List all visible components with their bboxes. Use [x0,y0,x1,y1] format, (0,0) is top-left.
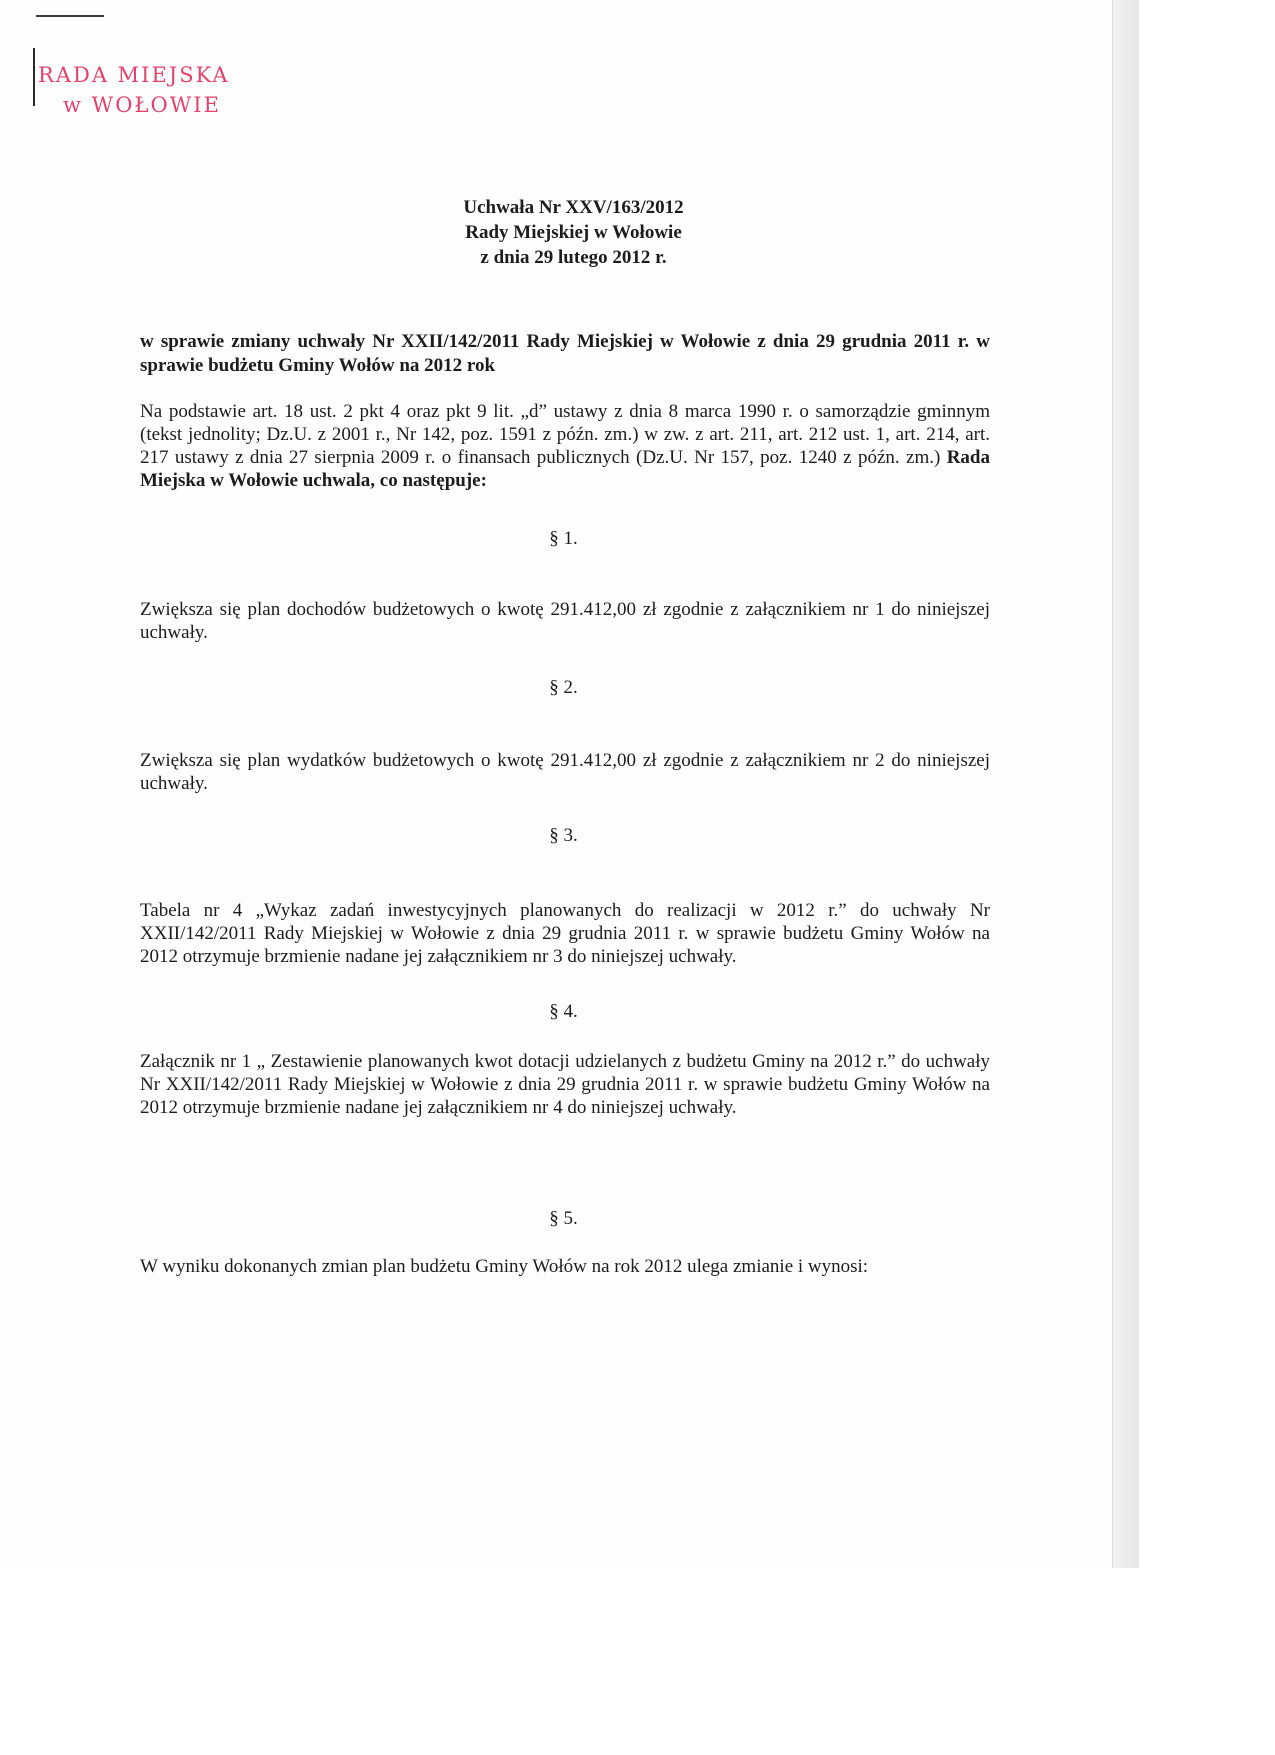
council-stamp [38,60,230,120]
section-mark-5: § 5. [549,1208,578,1229]
section-mark-3: § 3. [549,825,578,846]
section-text-2: Zwiększa się plan wydatków budżetowych o kwotę 291.412,00 zł zgodnie z załącznikiem nr 2 do niniejszej uchwały. [140,750,990,794]
resolution-subject: w sprawie zmiany uchwały Nr XXII/142/2011 Rady Miejskiej w Wołowie z dnia 29 grudnia 2011 r. w sprawie budżetu Gminy Wołów na 2012 rok [140,331,990,376]
section-mark-4: § 4. [549,1001,578,1022]
section-mark-2: § 2. [549,677,578,698]
resolution-date: z dnia 29 lutego 2012 r. [480,247,667,268]
resolution-issuer: Rady Miejskiej w Wołowie [465,222,682,243]
section-text-1: Zwiększa się plan dochodów budżetowych o kwotę 291.412,00 zł zgodnie z załącznikiem nr 1 do niniejszej uchwały. [140,599,990,643]
stamp-line-1: RADA MIEJSKA [38,63,230,87]
section-text-4: Załącznik nr 1 „ Zestawienie planowanych kwot dotacji udzielanych z budżetu Gminy na 2012 r.” do uchwały Nr XXII/142/2011 Rady Miejskiej w Wołowie z dnia 29 grudnia 2011 r. w sprawie budżetu Gminy Wołów na 2012 otrzymuje brzmienie nadane jej załącznikiem nr 4 do niniejszej uchwały. [140,1051,990,1118]
preamble-text: Na podstawie art. 18 ust. 2 pkt 4 oraz pkt 9 lit. „d” ustawy z dnia 8 marca 1990 r. o samorządzie gminnym (tekst jednolity; Dz.U. z 2001 r., Nr 142, poz. 1591 z późn. zm.) w zw. z art. 211, art. 212 ust. 1, art. 214, art. 217 ustawy z dnia 27 sierpnia 2009 r. o finansach publicznych (Dz.U. Nr 157, poz. 1240 z późn. zm.) [140,401,990,468]
section-text-3: Tabela nr 4 „Wykaz zadań inwestycyjnych planowanych do realizacji w 2012 r.” do uchwały Nr XXII/142/2011 Rady Miejskiej w Wołowie z dnia 29 grudnia 2011 r. w sprawie budżetu Gminy Wołów na 2012 otrzymuje brzmienie nadane jej załącznikiem nr 3 do niniejszej uchwały. [140,900,990,967]
stamp-bar [33,48,35,106]
resolution-title [0,195,1139,270]
section-mark-1: § 1. [549,528,578,549]
preamble-resolution: Rada Miejska w Wołowie uchwala, co następuje: [140,447,990,491]
stamp-line-2: w WOŁOWIE [63,93,221,117]
section-text-5: W wyniku dokonanych zmian plan budżetu Gminy Wołów na rok 2012 ulega zmianie i wynosi: [140,1256,869,1277]
resolution-number: Uchwała Nr XXV/163/2012 [463,197,684,218]
preamble [140,400,990,492]
top-rule [36,15,104,17]
